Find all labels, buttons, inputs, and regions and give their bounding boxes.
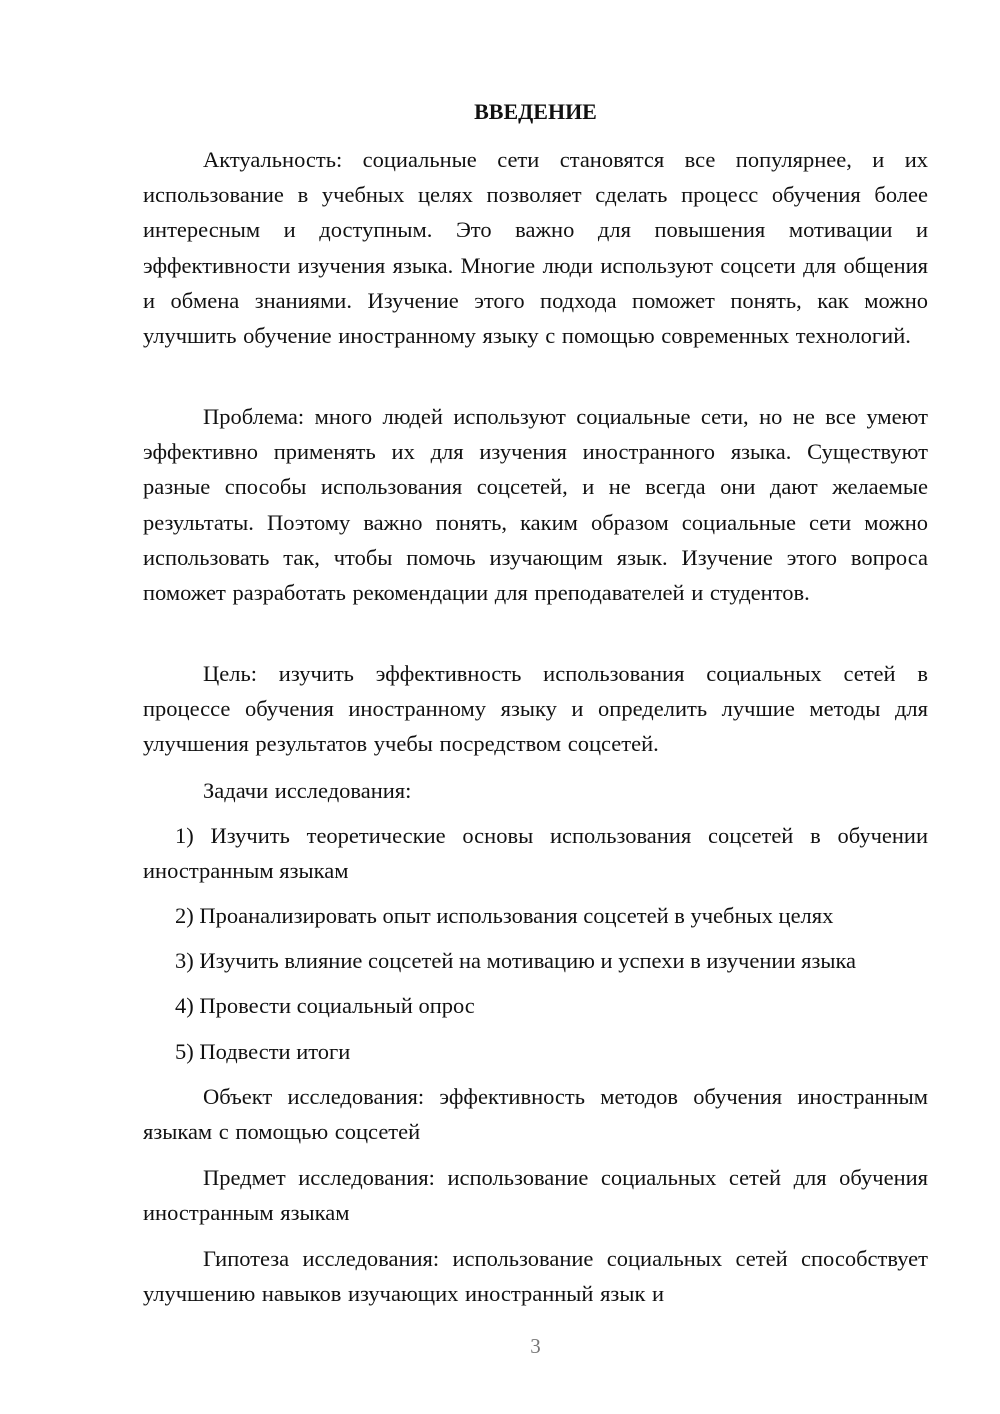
task-item-2: 2) Проанализировать опыт использования соцсетей в учебных целях	[175, 903, 834, 928]
task-item-3: 3) Изучить влияние соцсетей на мотивацию и успехи в изучении языка	[175, 948, 857, 973]
paragraph-goal: Цель: изучить эффективность использования социальных сетей в процессе обучения иностранному языку и определить лучшие методы для улучшения результатов учебы посредством соцсетей.	[143, 661, 928, 757]
paragraph-relevance: Актуальность: социальные сети становятся все популярнее, и их использование в учебных целях позволяет сделать процесс обучения более интересным и доступным. Это важно для повышения мотивации и эффективности изучения языка. Многие люди используют соцсети для общения и обмена знаниями. Изучение этого подхода поможет понять, как можно улучшить обучение иностранному языку с помощью современных технологий.	[143, 147, 928, 349]
paragraph-object: Объект исследования: эффективность методов обучения иностранным языкам с помощью соцсетей	[143, 1084, 928, 1145]
task-item-4: 4) Провести социальный опрос	[175, 993, 475, 1018]
page-heading: ВВЕДЕНИЕ	[474, 99, 597, 124]
task-item-1: 1) Изучить теоретические основы использования соцсетей в обучении иностранным языкам	[143, 823, 928, 884]
paragraph-subject: Предмет исследования: использование социальных сетей для обучения иностранным языкам	[143, 1165, 928, 1226]
page-number: 3	[530, 1334, 541, 1358]
paragraph-tasks-intro: Задачи исследования:	[203, 778, 412, 803]
paragraph-hypothesis: Гипотеза исследования: использование социальных сетей способствует улучшению навыков изучающих иностранный язык и	[143, 1246, 928, 1307]
paragraph-problem: Проблема: много людей используют социальные сети, но не все умеют эффективно применять их для изучения иностранного языка. Существуют разные способы использования соцсетей, и не всегда они дают желаемые результаты. Поэтому важно понять, каким образом социальные сети можно использовать так, чтобы помочь изучающим язык. Изучение этого вопроса поможет разработать рекомендации для преподавателей и студентов.	[143, 404, 928, 606]
task-item-5: 5) Подвести итоги	[175, 1039, 351, 1064]
